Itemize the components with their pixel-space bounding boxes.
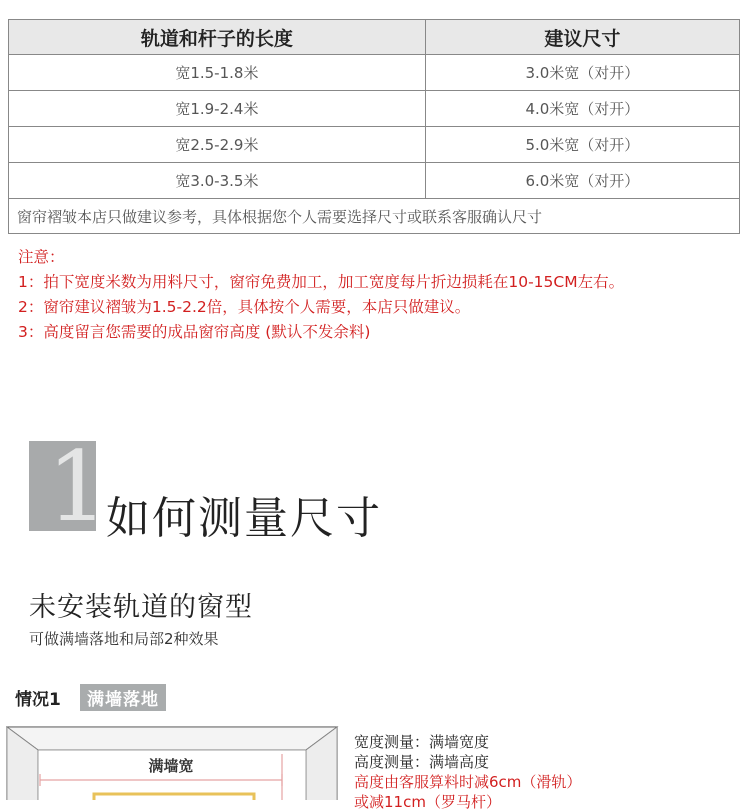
- table-row: [9, 91, 740, 127]
- notice-line: 2：窗帘建议褶皱为1.5-2.2倍，具体按个人需要，本店只做建议。: [18, 298, 471, 316]
- notice-block: [18, 245, 624, 345]
- case-tag: 满墙落地: [80, 684, 166, 711]
- section-number-badge: [29, 431, 109, 543]
- case-label: 情况1: [15, 690, 61, 710]
- cell-size: 6.0米宽（对开）: [425, 163, 739, 199]
- header-length: 轨道和杆子的长度: [9, 20, 426, 55]
- table-footnote-row: [9, 199, 740, 234]
- table-header-row: [9, 20, 740, 55]
- cell-length: 宽1.9-2.4米: [9, 91, 426, 127]
- subsection-title: 未安装轨道的窗型: [29, 592, 253, 623]
- height-deduct-rod-text: 或减11cm（罗马杆）: [354, 793, 501, 811]
- section-number: 1: [47, 431, 109, 543]
- section-title: 如何测量尺寸: [106, 493, 382, 544]
- table-row: [9, 55, 740, 91]
- ceiling-plane: [7, 727, 337, 750]
- cell-size: 3.0米宽（对开）: [425, 55, 739, 91]
- measurement-notes: [354, 732, 581, 812]
- notice-title: 注意：: [18, 248, 65, 266]
- table-footnote: 窗帘褶皱本店只做建议参考，具体根据您个人需要选择尺寸或联系客服确认尺寸: [9, 199, 740, 234]
- subsection-description: 可做满墙落地和局部2种效果: [29, 630, 219, 648]
- width-measure-text: 宽度测量：满墙宽度: [354, 733, 490, 751]
- table-row: [9, 163, 740, 199]
- cell-size: 4.0米宽（对开）: [425, 91, 739, 127]
- cell-length: 宽2.5-2.9米: [9, 127, 426, 163]
- table-row: [9, 127, 740, 163]
- notice-line: 1：拍下宽度米数为用料尺寸，窗帘免费加工，加工宽度每片折边损耗在10-15CM左右。: [18, 273, 625, 291]
- wall-width-label: 满墙宽: [148, 757, 194, 775]
- header-suggested: 建议尺寸: [425, 20, 739, 55]
- height-deduct-rail-text: 高度由客服算料时减6cm（滑轨）: [354, 773, 582, 791]
- cell-size: 5.0米宽（对开）: [425, 127, 739, 163]
- size-table: [8, 19, 740, 234]
- cell-length: 宽3.0-3.5米: [9, 163, 426, 199]
- cell-length: 宽1.5-1.8米: [9, 55, 426, 91]
- room-wall-illustration: [6, 726, 340, 800]
- height-measure-text: 高度测量：满墙高度: [354, 753, 490, 771]
- notice-line: 3：高度留言您需要的成品窗帘高度 (默认不发余料): [18, 323, 371, 341]
